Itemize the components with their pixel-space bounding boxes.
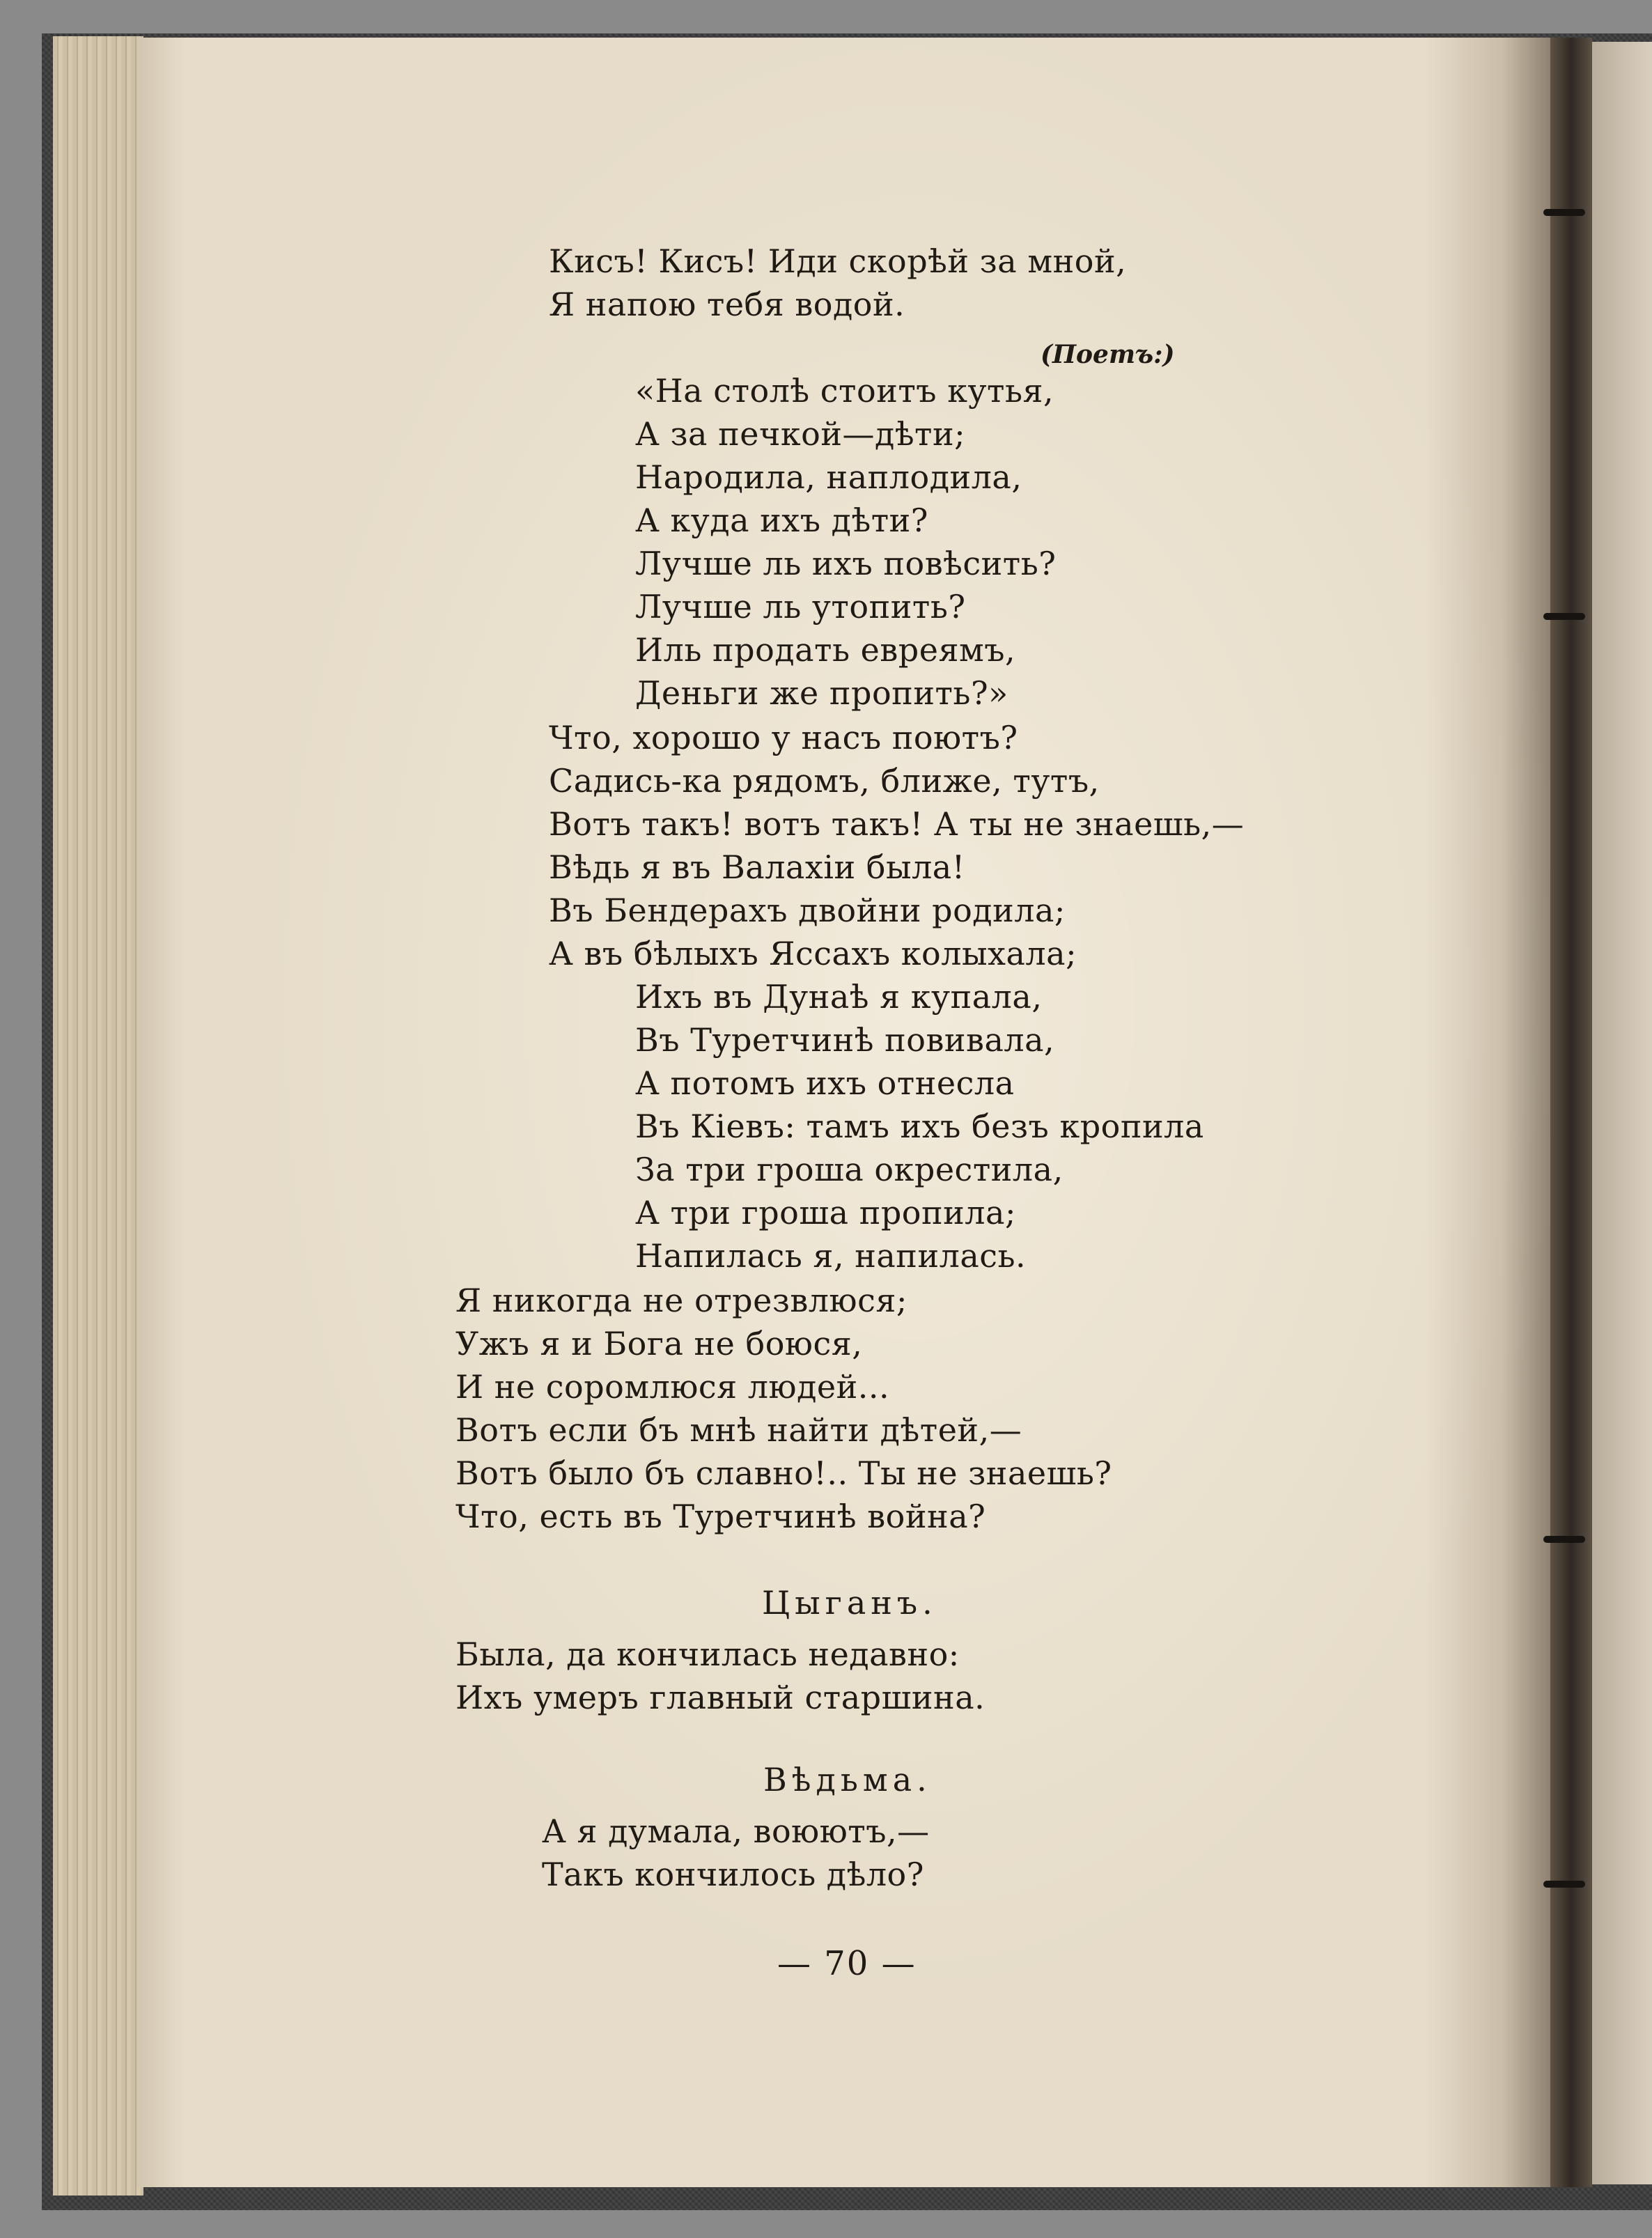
- verse-line: А въ бѣлыхъ Яссахъ колыхала;: [549, 935, 1077, 972]
- song-line: «На столѣ стоитъ кутья,: [635, 372, 1054, 410]
- song-line: Лучше ль утопить?: [635, 588, 966, 625]
- verse-line: Садись-ка рядомъ, ближе, тутъ,: [549, 762, 1100, 800]
- verse-line: Ихъ въ Дунаѣ я купала,: [635, 978, 1043, 1016]
- verse-line: За три гроша окрестила,: [635, 1151, 1063, 1188]
- verse-line: Напилась я, напилась.: [635, 1237, 1027, 1275]
- verse-line: Ихъ умеръ главный старшина.: [455, 1679, 985, 1716]
- verse-line: А потомъ ихъ отнесла: [635, 1064, 1015, 1102]
- verse-line: А три гроша пропила;: [635, 1194, 1016, 1231]
- verse-line: Я никогда не отрезвлюся;: [455, 1282, 907, 1319]
- verse-line: Что, хорошо у насъ поютъ?: [549, 719, 1018, 756]
- song-line: А за печкой—дѣти;: [635, 415, 966, 453]
- page-number: — 70 —: [777, 1944, 917, 1983]
- verse-line: Ужъ я и Бога не боюся,: [455, 1325, 863, 1362]
- verse-line: Вѣдь я въ Валахіи была!: [549, 848, 965, 886]
- verse-line: Кисъ! Кисъ! Иди скорѣй за мной,: [549, 242, 1127, 280]
- verse-line: Такъ кончилось дѣло?: [542, 1856, 924, 1893]
- stage-direction: (Поетъ:): [1041, 340, 1175, 369]
- speaker-name: Цыганъ.: [762, 1584, 937, 1622]
- verse-line: Вотъ такъ! вотъ такъ! А ты не знаешь,—: [549, 805, 1245, 843]
- speaker-name: Вѣдьма.: [763, 1761, 932, 1798]
- song-line: Деньги же пропить?»: [635, 674, 1008, 712]
- verse-line: И не соромлюся людей...: [455, 1368, 890, 1406]
- song-line: Лучше ль ихъ повѣсить?: [635, 545, 1057, 582]
- verse-line: Въ Бендерахъ двойни родила;: [549, 892, 1066, 929]
- verse-line: Въ Кіевъ: тамъ ихъ безъ кропила: [635, 1108, 1204, 1145]
- song-line: Народила, наплодила,: [635, 458, 1022, 496]
- verse-line: Что, есть въ Туретчинѣ война?: [455, 1498, 986, 1535]
- verse-line: А я думала, воюютъ,—: [542, 1812, 930, 1850]
- song-line: Иль продать евреямъ,: [635, 631, 1016, 669]
- verse-line: Въ Туретчинѣ повивала,: [635, 1021, 1055, 1059]
- song-line: А куда ихъ дѣти?: [635, 502, 928, 539]
- verse-line: Я напою тебя водой.: [549, 286, 905, 323]
- verse-line: Вотъ было бъ славно!.. Ты не знаешь?: [455, 1454, 1112, 1492]
- verse-line: Была, да кончилась недавно:: [455, 1635, 960, 1673]
- verse-line: Вотъ если бъ мнѣ найти дѣтей,—: [455, 1411, 1022, 1449]
